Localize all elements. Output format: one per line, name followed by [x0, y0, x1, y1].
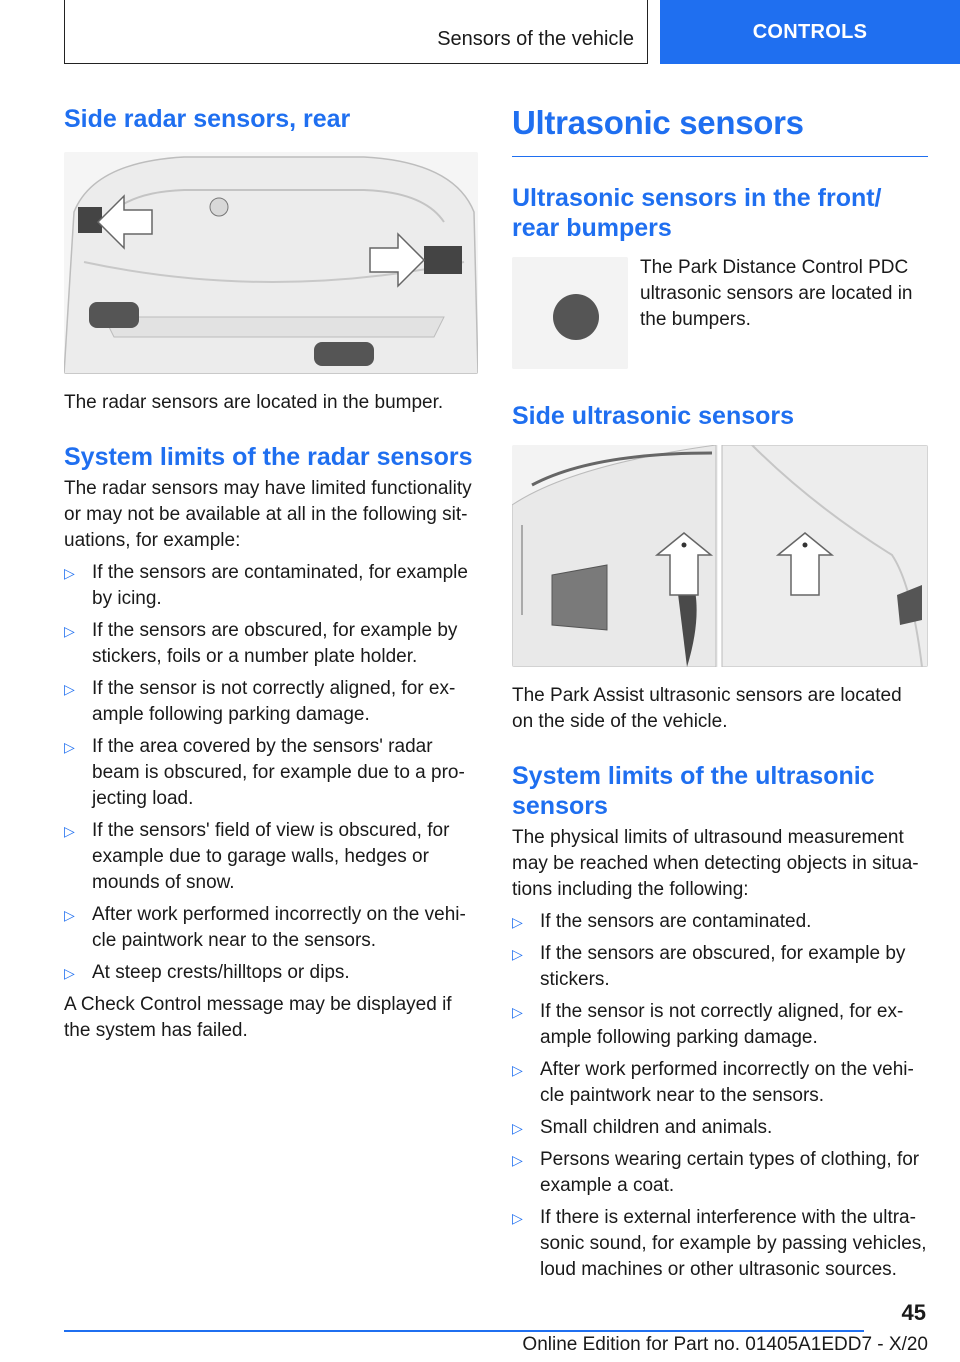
right-column: [512, 100, 928, 1289]
triangle-bullet-icon: ▷: [64, 965, 75, 981]
radar-limits-intro: The radar sensors may have limited functionality or may not be available at all in the following sit-uations, for example:: [64, 478, 472, 551]
bumper-sensor-block: [512, 257, 928, 369]
triangle-bullet-icon: ▷: [64, 681, 75, 697]
radar-limits-title: System limits of the radar sensors: [64, 443, 473, 471]
list-item: ▷ If the sensors' field of view is obscured, for example due to garage walls, hedges or mounds of snow.: [64, 820, 450, 893]
rear-bumper-illustration: [64, 152, 478, 374]
triangle-bullet-icon: ▷: [512, 1062, 523, 1078]
list-item: ▷ Small children and animals.: [512, 1115, 928, 1141]
triangle-bullet-icon: ▷: [64, 623, 75, 639]
list-item: ▷ After work performed incorrectly on the vehi-cle paintwork near to the sensors.: [64, 904, 466, 951]
radar-limits-list: [64, 560, 478, 986]
triangle-bullet-icon: ▷: [64, 565, 75, 581]
list-item: ▷ If the sensors are obscured, for example by stickers.: [512, 943, 906, 990]
ultrasonic-limits-list: [512, 909, 928, 1283]
side-radar-title: Side radar sensors, rear: [64, 105, 351, 133]
list-item: ▷ At steep crests/hilltops or dips.: [64, 960, 478, 986]
triangle-bullet-icon: ▷: [512, 1210, 523, 1226]
page-number: 45: [901, 1300, 926, 1325]
bumper-sensors-text: The Park Distance Control PDC ultrasonic sensors are located in the bumpers.: [640, 257, 913, 330]
header-chapter-tab[interactable]: CONTROLS: [660, 0, 960, 64]
left-column: [64, 100, 478, 1044]
triangle-bullet-icon: ▷: [512, 1120, 523, 1136]
header-section-title: Sensors of the vehicle: [437, 28, 634, 50]
list-item: ▷ After work performed incorrectly on the vehi-cle paintwork near to the sensors.: [512, 1059, 914, 1106]
triangle-bullet-icon: ▷: [64, 823, 75, 839]
triangle-bullet-icon: ▷: [64, 739, 75, 755]
pdc-sensor-icon: [512, 257, 628, 369]
triangle-bullet-icon: ▷: [512, 914, 523, 930]
bumper-sensors-title: Ultrasonic sensors in the front/ rear bumpers: [512, 184, 882, 242]
ultrasonic-limits-intro: The physical limits of ultrasound measurement may be reached when detecting objects in situa-tions including the following:: [512, 827, 919, 900]
radar-failure-note: A Check Control message may be displayed if the system has failed.: [64, 994, 452, 1041]
list-item: ▷ If the sensor is not correctly aligned, for ex-ample following parking damage.: [64, 678, 456, 725]
ultrasonic-limits-title: System limits of the ultrasonic sensors: [512, 762, 875, 820]
side-sensor-illustration: [512, 445, 928, 667]
list-item: ▷ If the area covered by the sensors' radar beam is obscured, for example due to a pro-jecting load.: [64, 736, 465, 809]
list-item: ▷ If the sensors are contaminated.: [512, 909, 928, 935]
side-ultrasonic-caption: The Park Assist ultrasonic sensors are located on the side of the vehicle.: [512, 685, 902, 732]
list-item: ▷ If the sensors are obscured, for example by stickers, foils or a number plate holder.: [64, 620, 458, 667]
side-ultrasonic-figure: [512, 445, 928, 667]
triangle-bullet-icon: ▷: [512, 946, 523, 962]
sensor-figure: [512, 257, 628, 369]
list-item: ▷ If the sensors are contaminated, for example by icing.: [64, 562, 468, 609]
triangle-bullet-icon: ▷: [512, 1004, 523, 1020]
rear-radar-figure: [64, 152, 478, 374]
triangle-bullet-icon: ▷: [64, 907, 75, 923]
side-ultrasonic-title: Side ultrasonic sensors: [512, 402, 795, 430]
list-item: ▷ Persons wearing certain types of clothing, for example a coat.: [512, 1149, 920, 1196]
triangle-bullet-icon: ▷: [512, 1152, 523, 1168]
rear-radar-caption: The radar sensors are located in the bumper.: [64, 392, 444, 413]
list-item: ▷ If the sensor is not correctly aligned, for ex-ample following parking damage.: [512, 1001, 904, 1048]
list-item: ▷ If there is external interference with the ultra-sonic sound, for example by passing vehicles, loud machines or other ultrasonic sources.: [512, 1207, 927, 1280]
footer-edition: Online Edition for Part no. 01405A1EDD7 - X/20: [522, 1334, 928, 1355]
footer-rule: [64, 1330, 864, 1332]
ultrasonic-title: Ultrasonic sensors: [512, 104, 928, 157]
